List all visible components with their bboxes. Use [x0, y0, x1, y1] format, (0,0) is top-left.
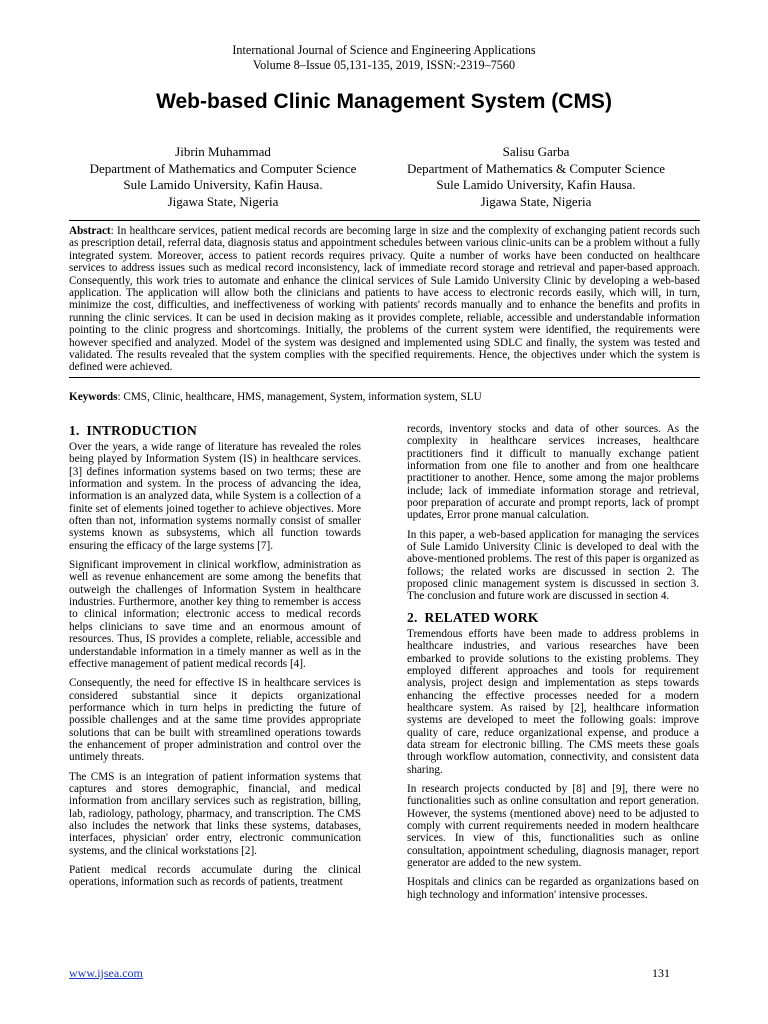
abstract-label: Abstract — [69, 225, 111, 237]
section-title: RELATED WORK — [424, 609, 539, 625]
author-department: Department of Mathematics and Computer Science — [89, 160, 357, 176]
abstract-text: : In healthcare services, patient medical records are becoming large in size and the complexity of exchanging patient records such as prescription detail, referral data, diagnosis status and appointment schedules between various clinic-units can be a problem without a fully integrated system. Moreover, access to patient records requires privacy. Quite a number of works have been conducted on healthcare services to address issues such as medical record inconsistency, lack of immediate record storage and retrieval and paper-based approach. Consequently, this work tries to automate and enhance the clinical services of Sule Lamido University Clinic by developing a web-based application. The application will allow both the clinicians and patients to have access to electronic records easily, which will, in turn, minimize the cost, difficulties, and ineffectiveness of working with patients' records manually and to enhance the benefits and profits in running the clinic services. It can be used in decision making as it provides complete, reliable, accessible and understandable information pointing to the clinic progress and shortcomings. Initially, the problems of the current system were identified, the requirements were however specified and analyzed. Model of the system was designed and implemented using SDLC and finally, the system was tested and validated. The results revealed that the system complies with the specified requirements. Hence, the objectives under which the system is defined were achieved. — [69, 225, 700, 374]
author-location: Jigawa State, Nigeria — [167, 193, 279, 209]
journal-website-link[interactable]: www.ijsea.com — [69, 966, 143, 980]
paragraph: Hospitals and clinics can be regarded as organizations based on high technology and information' intensive processes. — [407, 876, 699, 901]
paragraph: records, inventory stocks and data of other sources. As the complexity in healthcare services increases, healthcare practitioners find it difficult to manually exchange patient information from one file to another and from one healthcare practitioner to another. Hence, some among the major problems include; lack of immediate information storage and retrieval, poor preparation of accurate and prompt reports, lack of prompt updates, Error prone manual calculation. — [407, 423, 699, 522]
author-block-1 — [72, 144, 374, 210]
left-column — [69, 423, 361, 896]
section-heading-introduction — [69, 423, 361, 439]
author-university: Sule Lamido University, Kafin Hausa. — [123, 177, 323, 192]
paragraph: In this paper, a web-based application for managing the services of Sule Lamido University Clinic is developed to deal with the above-mentioned problems. The rest of this paper is organized as follows; the related works are discussed in section 2. The proposed clinic management system is discussed in section 3. The conclusion and future work are discussed in section 4. — [407, 528, 699, 603]
author-block-2 — [370, 144, 702, 210]
journal-header — [0, 43, 768, 73]
paragraph: Consequently, the need for effective IS in healthcare services is considered substantial since it depicts organizational performance which in turn helps in predicting the future of possible challenges and at the same time provides appropriate solutions that can be built with streamlined operations towards the enhancement of proper administration and control over the untimely threats. — [69, 677, 361, 764]
journal-name: International Journal of Science and Engineering Applications — [232, 43, 536, 57]
right-column — [407, 423, 699, 908]
page-number: 131 — [652, 966, 670, 980]
keywords-text: : CMS, Clinic, healthcare, HMS, management, System, information system, SLU — [117, 391, 482, 403]
author-name: Jibrin Muhammad — [175, 144, 271, 159]
journal-volume: Volume 8–Issue 05,131-135, 2019, ISSN:-2319–7560 — [252, 58, 516, 72]
paragraph: The CMS is an integration of patient information systems that captures and stores demographic, financial, and medical information from ancillary services such as registration, billing, lab, radiology, pathology, pharmacy, and transcription. The CMS also includes the network that links these systems, databases, interfaces, physician' order entry, electronic communication systems, and the clinical workstations [2]. — [69, 770, 361, 857]
paragraph: Tremendous efforts have been made to address problems in healthcare industries, and various researches have been embarked to provide solutions to the existing problems. They employed different approaches and tools for requirement analysis, project design and implementation as steps towards enhancing the effective processes needed for a modern healthcare system. As raised by [2], healthcare information systems are developed to meet the following goals: improve quality of care, reduce organizational expense, and produce a data stream for electronic billing. The CMS meets these goals through workflow automation, connectivity, and consistent data sharing. — [407, 627, 699, 776]
section-number: 2. — [407, 609, 418, 625]
keywords-label: Keywords — [69, 391, 118, 403]
author-university: Sule Lamido University, Kafin Hausa. — [436, 177, 636, 192]
paragraph: Over the years, a wide range of literature has revealed the roles being played by Information System (IS) in healthcare services. [3] defines information systems based on two terms; these are information and system. In the process of advancing the idea, information is an analyzed data, while System is a collection of a finite set of elements joined together to achieve objectives. More often than not, information systems normally consist of smaller systems known as subsystems, which all function towards ensuring the efficacy of the large systems [7]. — [69, 441, 361, 552]
author-location: Jigawa State, Nigeria — [480, 193, 592, 209]
section-heading-related-work — [407, 610, 699, 626]
author-name: Salisu Garba — [502, 144, 570, 159]
paper-title: Web-based Clinic Management System (CMS) — [156, 90, 612, 113]
paragraph: In research projects conducted by [8] and [9], there were no functionalities such as online consultation and report generation. However, the systems (mentioned above) need to be adjusted to comply with current requirements needed in modern healthcare services. In view of this, functionalities such as online consultation, appointment scheduling, diagnosis manager, report generator are added to the new system. — [407, 782, 699, 869]
section-title: INTRODUCTION — [86, 423, 197, 438]
author-department: Department of Mathematics & Computer Science — [406, 160, 666, 176]
abstract — [69, 220, 700, 378]
paragraph: Significant improvement in clinical workflow, administration as well as revenue enhancement are some among the benefits that outweigh the challenges of Information System in healthcare industries. Furthermore, another key thing to remember is access to clinical information; electronic access to medical records helps clinicians to save time and an enormous amount of resources. Thus, IS provides a complete, reliable, accessible and understandable information in a timely manner as well as in the effective management of patient medical records [4]. — [69, 559, 361, 670]
keywords — [69, 391, 700, 404]
paragraph: Patient medical records accumulate during the clinical operations, information such as records of patients, treatment — [69, 864, 361, 889]
section-number: 1. — [69, 423, 80, 438]
